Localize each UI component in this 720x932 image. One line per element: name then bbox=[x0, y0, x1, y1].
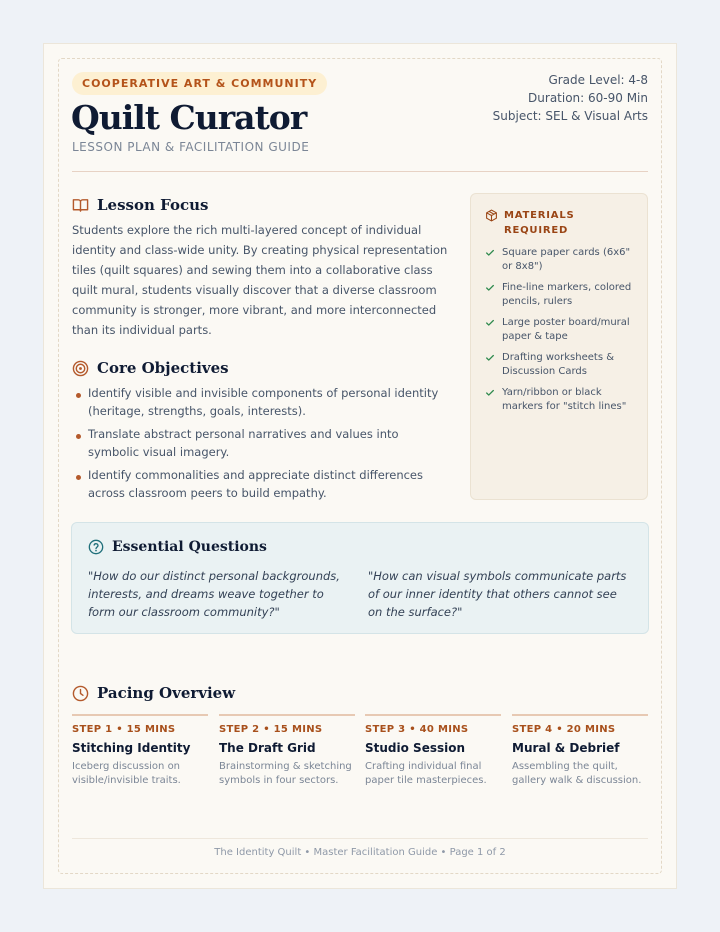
check-icon bbox=[485, 283, 495, 293]
lesson-meta bbox=[493, 71, 648, 125]
material-item bbox=[485, 386, 635, 414]
material-item bbox=[485, 316, 635, 344]
check-icon bbox=[485, 318, 495, 328]
pacing-step bbox=[365, 714, 501, 788]
essential-questions-panel bbox=[71, 522, 649, 634]
core-objectives-heading bbox=[72, 359, 229, 377]
meta-grade: Grade Level: 4-8 bbox=[548, 73, 648, 87]
objectives-list bbox=[72, 384, 450, 507]
check-icon bbox=[485, 353, 495, 363]
materials-title-line2: REQUIRED bbox=[504, 225, 569, 236]
materials-heading bbox=[485, 208, 575, 238]
materials-panel bbox=[470, 193, 648, 500]
step-label: STEP 2 • 15 MINS bbox=[219, 724, 323, 735]
objective-item: Identify commonalities and appreciate distinct differences across classroom peers to build empathy. bbox=[72, 466, 450, 502]
material-item bbox=[485, 246, 635, 274]
page-title: Quilt Curator bbox=[71, 98, 307, 137]
step-title: Mural & Debrief bbox=[512, 741, 620, 755]
materials-list bbox=[485, 246, 635, 421]
step-title: Stitching Identity bbox=[72, 741, 191, 755]
material-label: Drafting worksheets & Discussion Cards bbox=[502, 352, 615, 377]
lesson-focus-heading bbox=[72, 196, 208, 214]
lesson-focus-text: Students explore the rich multi-layered concept of individual identity and class-wide unity. By creating physical representation tiles (quilt squares) and sewing them into a collaborative class quilt mural, students visually discover that a diverse classroom community is stronger, more vibrant, and more interconnected than its individual parts. bbox=[72, 223, 448, 337]
step-description: Brainstorming & sketching symbols in four sectors. bbox=[219, 761, 352, 786]
check-icon bbox=[485, 248, 495, 258]
material-label: Yarn/ribbon or black markers for "stitch lines" bbox=[502, 387, 627, 412]
clock-icon bbox=[72, 685, 89, 702]
essential-question-2: "How can visual symbols communicate parts of our inner identity that others cannot see on the surface?" bbox=[368, 569, 627, 619]
box-icon bbox=[485, 209, 498, 222]
page-footer: The Identity Quilt • Master Facilitation Guide • Page 1 of 2 bbox=[214, 847, 506, 858]
material-label: Large poster board/mural paper & tape bbox=[502, 317, 630, 342]
material-item bbox=[485, 281, 635, 309]
check-icon bbox=[485, 388, 495, 398]
book-icon bbox=[72, 198, 89, 213]
step-title: The Draft Grid bbox=[219, 741, 316, 755]
pacing-step bbox=[512, 714, 648, 788]
pacing-step bbox=[219, 714, 355, 788]
step-description: Iceberg discussion on visible/invisible traits. bbox=[72, 761, 181, 786]
step-label: STEP 1 • 15 MINS bbox=[72, 724, 176, 735]
page-subtitle: LESSON PLAN & FACILITATION GUIDE bbox=[72, 140, 310, 154]
pacing-step bbox=[72, 714, 208, 788]
question-circle-icon bbox=[88, 539, 104, 555]
objective-item: Identify visible and invisible components of personal identity (heritage, strengths, goals, interests). bbox=[72, 384, 450, 420]
core-objectives-title: Core Objectives bbox=[97, 359, 229, 377]
essential-questions-title: Essential Questions bbox=[112, 539, 267, 555]
step-description: Assembling the quilt, gallery walk & discussion. bbox=[512, 761, 642, 786]
lesson-focus-title: Lesson Focus bbox=[97, 196, 209, 214]
materials-title bbox=[504, 208, 575, 238]
materials-title-line1: MATERIALS bbox=[504, 210, 575, 221]
step-description: Crafting individual final paper tile masterpieces. bbox=[365, 761, 487, 786]
meta-duration: Duration: 60-90 Min bbox=[528, 91, 648, 105]
essential-question-1: "How do our distinct personal backgrounds, interests, and dreams weave together to form our classroom community?" bbox=[88, 569, 340, 619]
essential-questions-heading bbox=[88, 539, 267, 555]
step-label: STEP 3 • 40 MINS bbox=[365, 724, 469, 735]
step-label: STEP 4 • 20 MINS bbox=[512, 724, 616, 735]
objective-item: Translate abstract personal narratives and values into symbolic visual imagery. bbox=[72, 425, 450, 461]
meta-subject: Subject: SEL & Visual Arts bbox=[492, 109, 648, 123]
material-label: Square paper cards (6x6" or 8x8") bbox=[502, 247, 631, 272]
pacing-overview-heading bbox=[72, 684, 235, 702]
material-label: Fine-line markers, colored pencils, rulers bbox=[502, 282, 632, 307]
category-badge: COOPERATIVE ART & COMMUNITY bbox=[72, 72, 327, 95]
step-title: Studio Session bbox=[365, 741, 466, 755]
pacing-overview-title: Pacing Overview bbox=[97, 684, 236, 702]
header-divider bbox=[72, 171, 648, 172]
target-icon bbox=[72, 360, 89, 377]
footer-divider bbox=[72, 838, 648, 839]
material-item bbox=[485, 351, 635, 379]
